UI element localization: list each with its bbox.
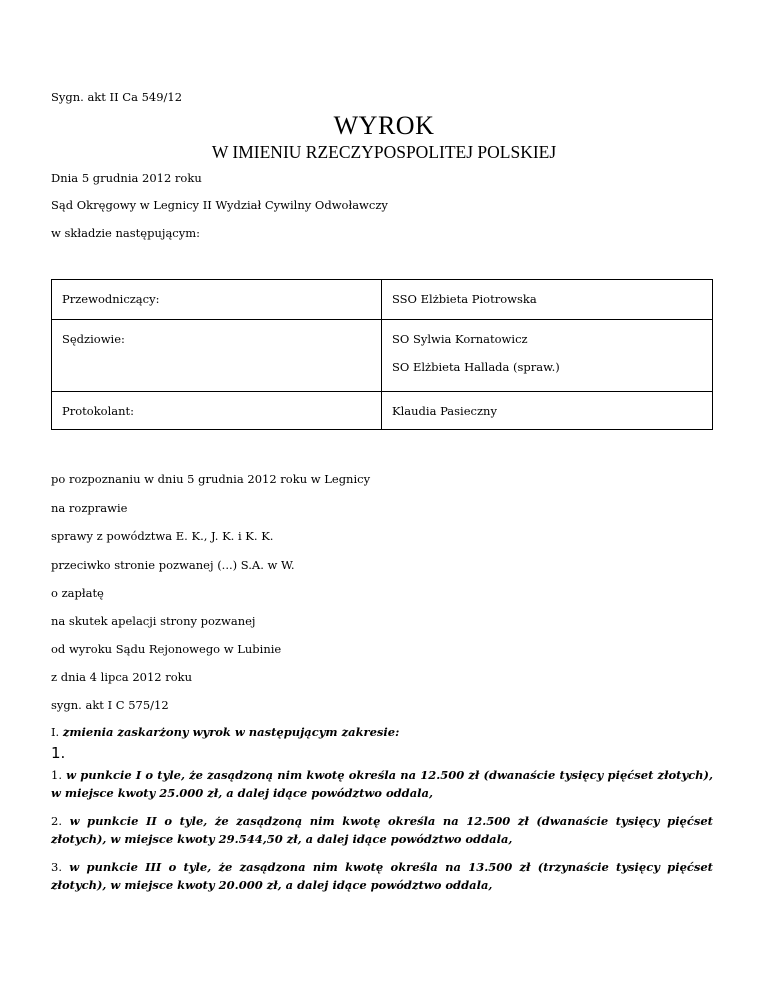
clerk-value: Klaudia Pasieczny [392, 404, 497, 418]
chair-label: Przewodniczący: [62, 292, 160, 306]
clerk-value-cell [382, 392, 713, 430]
body-line: sygn. akt I C 575/12 [51, 698, 169, 712]
ruling-item-3 [51, 858, 713, 894]
ruling-item-text: w punkcie III o tyle, że zasądzona nim kwotę określa na 13.500 zł (trzynaście tysięcy pięćset złotych), w miejsce kwoty 20.000 zł, a dalej idące powództwo oddala, [51, 860, 713, 892]
section-i-text: zmienia zaskarżony wyrok w następującym zakresie: [62, 725, 400, 739]
ruling-item-number: 1. [51, 768, 62, 782]
case-number: Sygn. akt II Ca 549/12 [51, 90, 183, 104]
clerk-label-cell [52, 392, 382, 430]
body-line: po rozpoznaniu w dniu 5 grudnia 2012 roku w Legnicy [51, 472, 371, 486]
date-line: Dnia 5 grudnia 2012 roku [51, 171, 202, 185]
clerk-label: Protokolant: [62, 404, 135, 418]
body-line: na skutek apelacji strony pozwanej [51, 614, 256, 628]
ruling-item-text: w punkcie II o tyle, że zasądzoną nim kwotę określa na 12.500 zł (dwanaście tysięcy pięćset złotych), w miejsce kwoty 29.544,50 zł, a dalej idące powództwo oddala, [51, 814, 713, 846]
composition-table [51, 279, 713, 430]
judge-1: SO Sylwia Kornatowicz [392, 332, 528, 346]
section-i-number: I. [51, 725, 60, 739]
body-line: na rozprawie [51, 501, 128, 515]
judges-label: Sędziowie: [62, 332, 125, 346]
body-line: przeciwko stronie pozwanej (...) S.A. w W. [51, 558, 295, 572]
judge-2: SO Elżbieta Hallada (spraw.) [392, 360, 560, 374]
document-subtitle: W IMIENIU RZECZYPOSPOLITEJ POLSKIEJ [211, 142, 557, 162]
chair-label-cell [52, 280, 382, 320]
judges-value-cell [382, 320, 713, 392]
body-line: sprawy z powództwa E. K., J. K. i K. K. [51, 529, 274, 543]
chair-value: SSO Elżbieta Piotrowska [392, 292, 537, 306]
ruling-item-1 [51, 766, 713, 802]
chair-value-cell [382, 280, 713, 320]
document-title: WYROK [333, 111, 435, 140]
court-line: Sąd Okręgowy w Legnicy II Wydział Cywilny Odwoławczy [51, 198, 388, 212]
judges-label-cell [52, 320, 382, 392]
ruling-item-2 [51, 812, 713, 848]
ruling-item-number: 3. [51, 860, 62, 874]
standalone-number: 1. [51, 744, 66, 762]
ruling-item-number: 2. [51, 814, 62, 828]
section-i [51, 725, 399, 739]
ruling-item-text: w punkcie I o tyle, że zasądzoną nim kwotę określa na 12.500 zł (dwanaście tysięcy pięćset złotych), w miejsce kwoty 25.000 zł, a dalej idące powództwo oddala, [51, 768, 713, 800]
body-line: z dnia 4 lipca 2012 roku [51, 670, 193, 684]
body-line: o zapłatę [51, 586, 104, 600]
composition-intro: w składzie następującym: [51, 226, 201, 240]
body-line: od wyroku Sądu Rejonowego w Lubinie [51, 642, 282, 656]
